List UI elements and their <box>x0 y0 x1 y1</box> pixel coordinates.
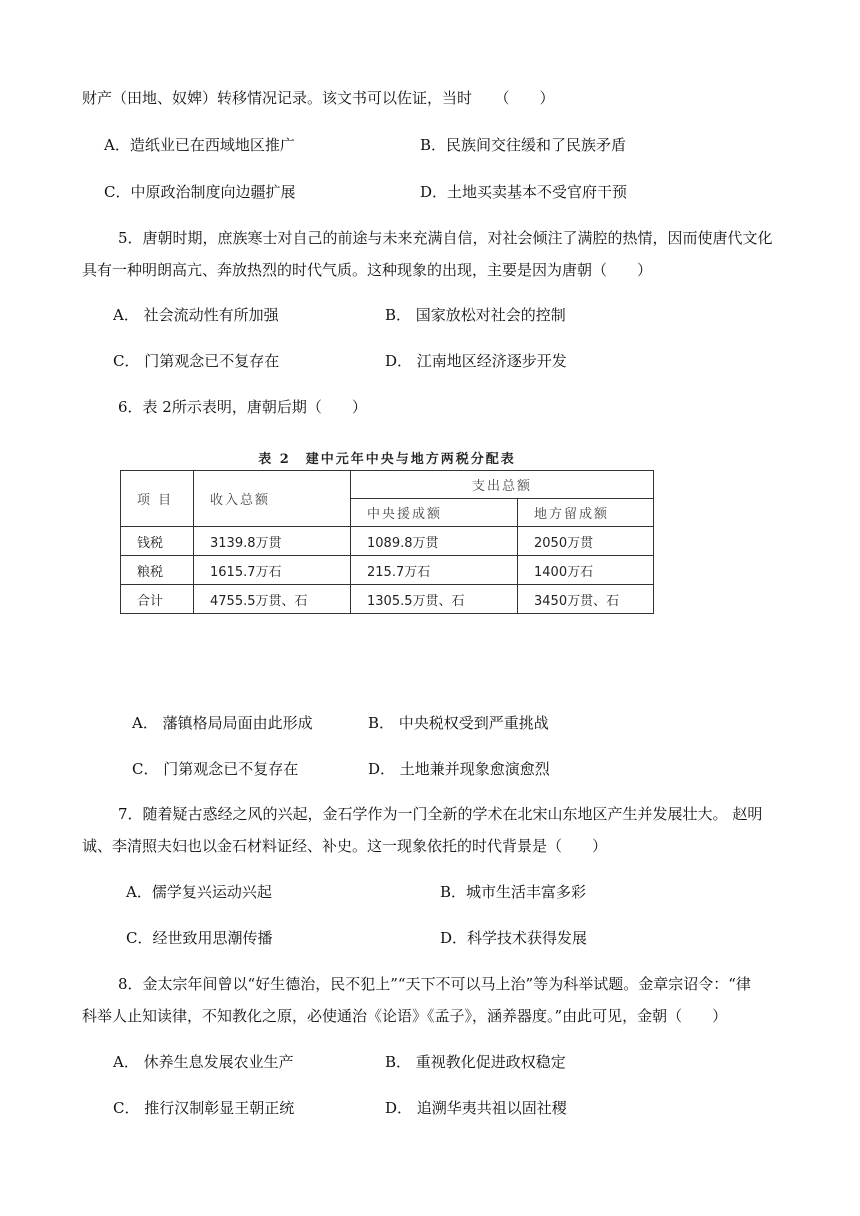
table-header-income: 收入总额 <box>194 471 351 527</box>
q5-option-a: A． 社会流动性有所加强 <box>113 306 279 324</box>
q5-option-c: C． 门第观念已不复存在 <box>113 352 280 370</box>
table-cell-central: 1089.8万贯 <box>351 527 518 556</box>
q5-stem-line1: 5．唐朝时期，庶族寒士对自己的前途与未来充满自信，对社会倾注了满腔的热情，因而使唐代文化 <box>118 229 773 247</box>
q7-stem-line1: 7．随着疑古惑经之风的兴起，金石学作为一门全新的学术在北宋山东地区产生并发展壮大。 赵明 <box>118 805 763 823</box>
table-cell-income: 4755.5万贯、石 <box>194 585 351 614</box>
table-cell-income: 1615.7万石 <box>194 556 351 585</box>
q4-stem-tail: 财产（田地、奴婢）转移情况记录。该文书可以佐证，当时 （ ） <box>82 89 555 107</box>
table-cell-item: 粮税 <box>121 556 194 585</box>
table-cell-income: 3139.8万贯 <box>194 527 351 556</box>
table-header-item: 项 目 <box>121 471 194 527</box>
table-header-expense: 支出总额 <box>351 471 654 499</box>
q8-stem-line1: 8．金太宗年间曾以“好生德治，民不犯上”“天下不可以马上治”等为科举试题。金章宗诏令：“律 <box>118 975 751 993</box>
q7-option-d: D．科学技术获得发展 <box>440 929 588 947</box>
q4-option-a: A．造纸业已在西域地区推广 <box>104 136 295 154</box>
q7-option-b: B．城市生活丰富多彩 <box>440 883 587 901</box>
q6-option-b: B． 中央税权受到严重挑战 <box>368 714 549 732</box>
q8-option-a: A． 休养生息发展农业生产 <box>113 1053 294 1071</box>
q7-option-c: C．经世致用思潮传播 <box>126 929 273 947</box>
table-header-central: 中央援成额 <box>351 499 518 527</box>
table-cell-local: 3450万贯、石 <box>518 585 654 614</box>
q8-option-b: B． 重视教化促进政权稳定 <box>385 1053 566 1071</box>
table-cell-central: 215.7万石 <box>351 556 518 585</box>
q6-stem: 6．表 2所示表明，唐朝后期（ ） <box>118 398 367 416</box>
q7-stem-line2: 诚、李清照夫妇也以金石材料证经、补史。这一现象依托的时代背景是（ ） <box>82 837 608 855</box>
q4-option-c: C．中原政治制度向边疆扩展 <box>104 183 296 201</box>
table-cell-item: 钱税 <box>121 527 194 556</box>
table-row <box>121 527 654 556</box>
table-row <box>121 556 654 585</box>
q6-option-a: A． 藩镇格局局面由此形成 <box>132 714 313 732</box>
table-cell-central: 1305.5万贯、石 <box>351 585 518 614</box>
table-row <box>121 585 654 614</box>
table-header-local: 地方留成额 <box>518 499 654 527</box>
q5-option-b: B． 国家放松对社会的控制 <box>385 306 566 324</box>
table-cell-local: 2050万贯 <box>518 527 654 556</box>
q5-option-d: D． 江南地区经济逐步开发 <box>385 352 567 370</box>
table-caption: 表 2 建中元年中央与地方两税分配表 <box>258 452 516 467</box>
q4-option-d: D．土地买卖基本不受官府干预 <box>420 183 628 201</box>
q6-option-c: C． 门第观念已不复存在 <box>132 760 299 778</box>
table-cell-item: 合计 <box>121 585 194 614</box>
q6-option-d: D． 土地兼并现象愈演愈烈 <box>368 760 550 778</box>
q5-stem-line2: 具有一种明朗高亢、奔放热烈的时代气质。这种现象的出现，主要是因为唐朝（ ） <box>82 261 653 279</box>
q8-option-c: C． 推行汉制彰显王朝正统 <box>113 1099 295 1117</box>
q8-option-d: D． 追溯华夷共祖以固社稷 <box>385 1099 567 1117</box>
q7-option-a: A．儒学复兴运动兴起 <box>126 883 272 901</box>
q8-stem-line2: 科举人止知读律，不知教化之原，必使通治《论语》《孟子》，涵养器度。”由此可见，金朝（ ） <box>82 1007 728 1025</box>
tax-distribution-table <box>120 470 654 614</box>
table-cell-local: 1400万石 <box>518 556 654 585</box>
q4-option-b: B．民族间交往缓和了民族矛盾 <box>420 136 627 154</box>
